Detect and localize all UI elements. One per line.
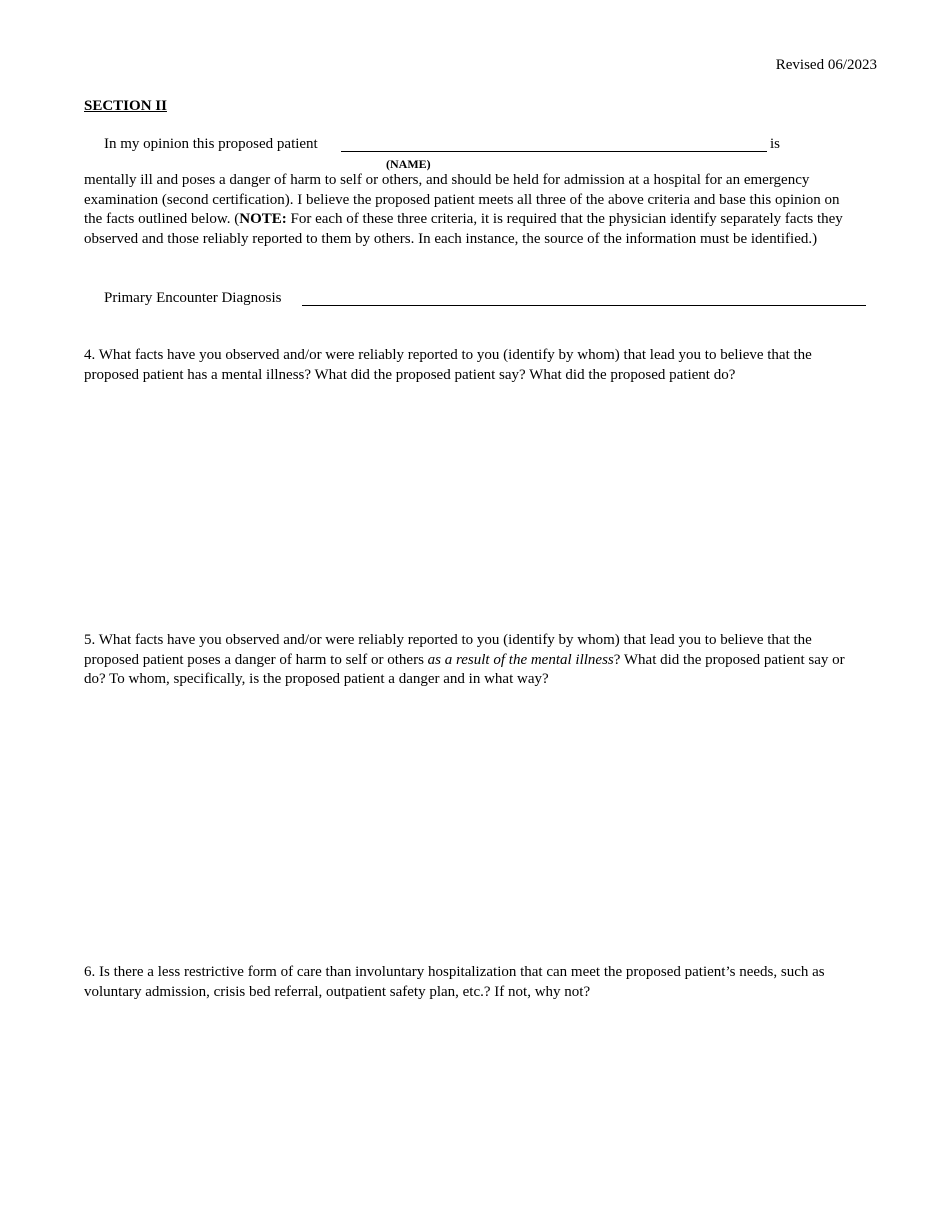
opinion-paragraph bbox=[84, 171, 859, 249]
opinion-is-text: is bbox=[770, 136, 781, 152]
answer-6-area[interactable] bbox=[84, 1008, 859, 1198]
question-5-part2: ? What did the proposed patient say or do? To whom, specifically, is the proposed patient a danger and in what way? bbox=[84, 651, 845, 687]
revision-date: Revised 06/2023 bbox=[775, 57, 877, 73]
question-5 bbox=[84, 631, 859, 690]
patient-name-field[interactable] bbox=[341, 151, 767, 152]
question-6: 6. Is there a less restrictive form of care than involuntary hospitalization that can meet the proposed patient’s needs, such as voluntary admission, crisis bed referral, outpatient safety plan, etc.? If not, why not? bbox=[84, 964, 825, 1000]
opinion-paragraph-part1: mentally ill and poses a danger of harm to self or others, and should be held for admission at a hospital for an emergency examination (second certification). I believe the proposed patient meets all three of the above criteria and base this opinion on the facts outlined below. ( bbox=[84, 172, 840, 227]
section-title: SECTION II bbox=[84, 98, 167, 114]
question-4: 4. What facts have you observed and/or were reliably reported to you (identify by whom) that lead you to believe that the proposed patient has a mental illness? What did the proposed patient say? What did the proposed patient do? bbox=[84, 347, 812, 383]
question-5-italic: as a result of the mental illness bbox=[427, 651, 614, 668]
diagnosis-label: Primary Encounter Diagnosis bbox=[104, 290, 282, 306]
opinion-lead-text: In my opinion this proposed patient bbox=[104, 136, 318, 152]
patient-name-row bbox=[84, 135, 784, 155]
diagnosis-row bbox=[84, 289, 867, 309]
opinion-paragraph-part2: For each of these three criteria, it is required that the physician identify separately facts they observed and those reliably reported to them by others. In each instance, the source of the information must be identified.) bbox=[84, 211, 843, 247]
answer-4-area[interactable] bbox=[84, 410, 859, 620]
name-field-label: (NAME) bbox=[386, 157, 431, 171]
answer-5-area[interactable] bbox=[84, 695, 859, 950]
question-5-part1: 5. What facts have you observed and/or were reliably reported to you (identify by whom) that lead you to believe that the proposed patient poses a danger of harm to self or others bbox=[84, 632, 812, 668]
note-label: NOTE: bbox=[239, 211, 287, 227]
diagnosis-field[interactable] bbox=[302, 305, 866, 306]
